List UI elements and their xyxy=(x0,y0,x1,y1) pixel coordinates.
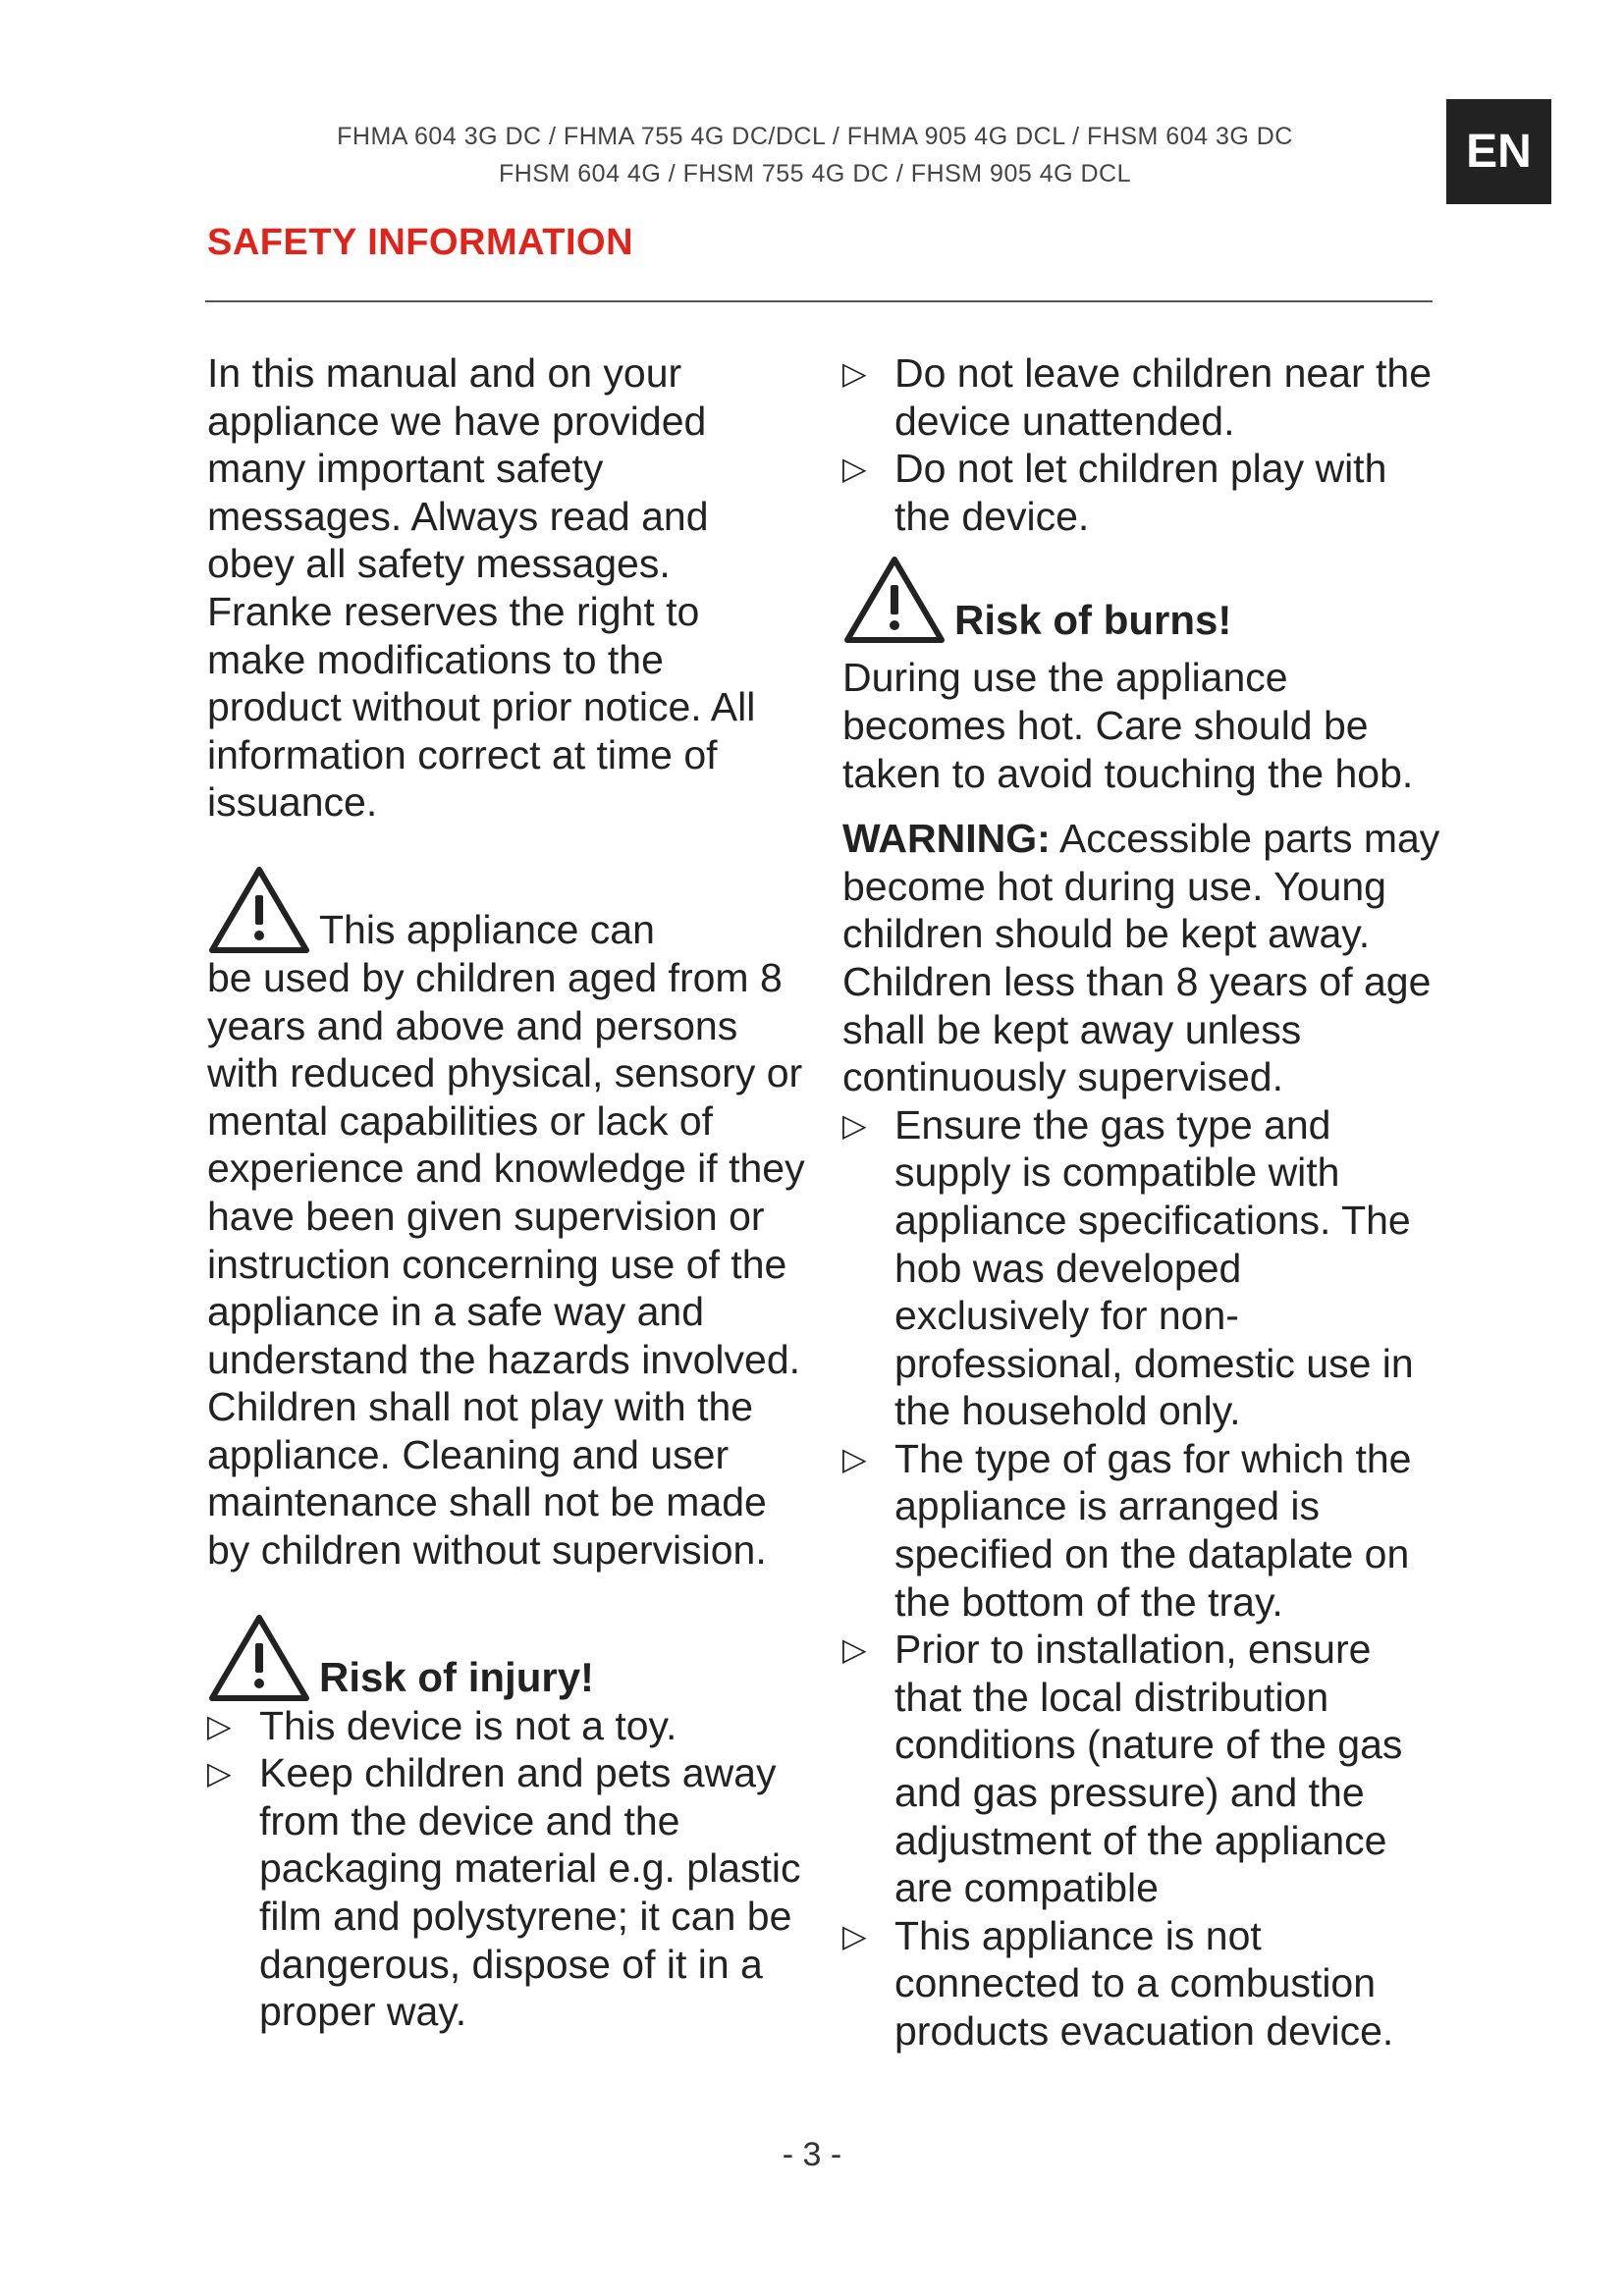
triangle-bullet-icon: ▷ xyxy=(207,1707,232,1743)
children-notice-head xyxy=(207,864,806,954)
header-divider xyxy=(205,300,1433,302)
model-list xyxy=(206,118,1424,192)
list-item: ▷ This device is not a toy. xyxy=(207,1702,677,1748)
page-number: - 3 - xyxy=(782,2136,842,2173)
burns-heading: Risk of burns! xyxy=(954,596,1232,643)
warning-paragraph xyxy=(842,815,1446,1101)
language-badge: EN xyxy=(1446,99,1551,204)
right-column xyxy=(842,349,1446,2056)
triangle-bullet-icon: ▷ xyxy=(842,1631,867,1668)
triangle-bullet-icon: ▷ xyxy=(207,1755,232,1791)
burns-heading-row xyxy=(842,554,1446,644)
children-notice-first-line: This appliance can xyxy=(319,907,655,953)
list-item: ▷ Prior to installation, ensure that the local distribution conditions (nature of the gas and gas pressure) and the adjustment of the appliance are compatible xyxy=(842,1627,1403,1911)
gas-list xyxy=(842,1101,1446,2056)
triangle-bullet-icon: ▷ xyxy=(842,355,867,391)
list-item: ▷ Do not let children play with the device. xyxy=(842,446,1387,539)
triangle-bullet-icon: ▷ xyxy=(842,1917,867,1953)
warning-triangle-icon xyxy=(842,554,947,644)
warning-triangle-icon xyxy=(207,864,311,954)
children-notice-text: be used by children aged from 8 years and above and persons with reduced physical, sensory or mental capabilities or lack of experience and knowledge if they have been given supervision or instruction concerning use of the appliance in a safe way and understand the hazards involved. Children shall not play with the appliance. Cleaning and user maintenance shall not be made by children without supervision. xyxy=(207,954,805,1574)
children-notice xyxy=(207,864,806,1575)
section-title: SAFETY INFORMATION xyxy=(207,222,634,263)
model-list-line-2: FHSM 604 4G / FHSM 755 4G DC / FHSM 905 4G DCL xyxy=(498,160,1132,187)
list-item: ▷ Keep children and pets away from the device and the packaging material e.g. plastic film and polystyrene; it can be dangerous, dispose of it in a proper way. xyxy=(207,1750,801,2035)
injury-list xyxy=(207,1702,806,2036)
injury-heading: Risk of injury! xyxy=(319,1654,595,1701)
triangle-bullet-icon: ▷ xyxy=(842,451,867,487)
triangle-bullet-icon: ▷ xyxy=(842,1440,867,1476)
list-item: ▷ Ensure the gas type and supply is compatible with appliance specifications. The hob was developed exclusively for non-professional, domestic use in the household only. xyxy=(842,1101,1414,1434)
list-item: ▷ Do not leave children near the device unattended. xyxy=(842,350,1433,444)
injury-heading-row xyxy=(207,1612,806,1702)
list-item: ▷ The type of gas for which the appliance is arranged is specified on the dataplate on the bottom of the tray. xyxy=(842,1435,1412,1625)
warning-text: Accessible parts may become hot during use. Young children should be kept away. Children less than 8 years of age shall be kept away unless continuously supervised. xyxy=(842,816,1440,1100)
warning-label: WARNING: xyxy=(842,816,1051,862)
injury-section xyxy=(207,1612,806,2036)
intro-paragraph: In this manual and on your appliance we have provided many important safety messages. Always read and obey all safety messages. Franke reserves the right to make modifications to the product without prior notice. All information correct at time of issuance. xyxy=(207,350,756,826)
warning-triangle-icon xyxy=(207,1612,311,1702)
burns-paragraph: During use the appliance becomes hot. Care should be taken to avoid touching the hob. xyxy=(842,655,1414,796)
model-list-line-1: FHMA 604 3G DC / FHMA 755 4G DC/DCL / FHMA 905 4G DCL / FHSM 604 3G DC xyxy=(337,123,1293,150)
children-list xyxy=(842,349,1446,540)
left-column xyxy=(207,349,806,2036)
list-item: ▷ This appliance is not connected to a combustion products evacuation device. xyxy=(842,1912,1394,2054)
triangle-bullet-icon: ▷ xyxy=(842,1106,867,1143)
